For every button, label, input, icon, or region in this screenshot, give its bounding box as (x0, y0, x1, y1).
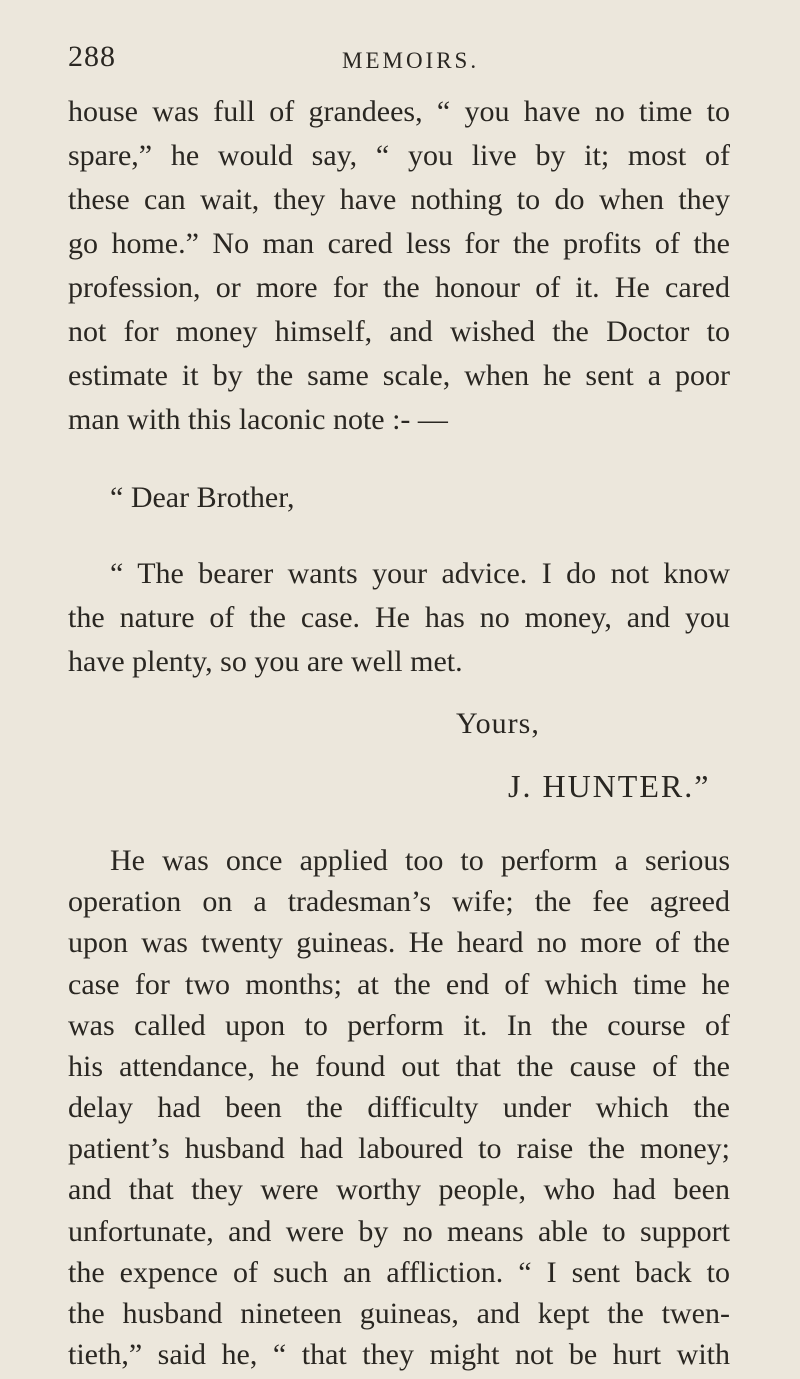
text-line: spare,” he would say, “ you live by it; most of (68, 139, 730, 172)
text-line: upon was twenty guineas. He heard no more of the (68, 926, 730, 960)
letter-line: have plenty, so you are well met. (68, 645, 463, 678)
running-title: MEMOIRS. (342, 48, 480, 73)
text-line: case for two months; at the end of which time he (68, 967, 730, 1001)
text-line: these can wait, they have nothing to do when they (68, 183, 730, 216)
text-line: the expence of such an affliction. “ I sent back to (68, 1255, 730, 1289)
text-line: was called upon to perform it. In the course of (68, 1008, 730, 1042)
letter-line: “ The bearer wants your advice. I do not know (110, 557, 730, 590)
text-line: house was full of grandees, “ you have no time to (68, 95, 730, 128)
text-line: not for money himself, and wished the Doctor to (68, 315, 730, 348)
letter-signature: J. HUNTER.” (508, 768, 711, 804)
text-line: tieth,” said he, “ that they might not be hurt with (68, 1338, 730, 1371)
text-line: estimate it by the same scale, when he sent a poor (68, 359, 730, 392)
text-line: man with this laconic note :- — (68, 403, 448, 436)
text-line: He was once applied too to perform a serious (110, 844, 730, 878)
letter-closing: Yours, (456, 707, 540, 740)
text-line: patient’s husband had laboured to raise the money; (68, 1132, 730, 1166)
text-line: unfortunate, and were by no means able to support (68, 1214, 730, 1248)
text-line: the husband nineteen guineas, and kept the twen- (68, 1296, 730, 1330)
text-line: delay had been the difficulty under which the (68, 1091, 730, 1125)
letter-salutation: “ Dear Brother, (110, 481, 295, 514)
text-line: and that they were worthy people, who had been (68, 1173, 730, 1207)
letter-line: the nature of the case. He has no money, and you (68, 601, 730, 634)
text-line: operation on a tradesman’s wife; the fee agreed (68, 885, 730, 919)
text-line: his attendance, he found out that the cause of the (68, 1049, 730, 1083)
text-line: profession, or more for the honour of it. He cared (68, 271, 730, 304)
text-line: go home.” No man cared less for the profits of the (68, 227, 730, 260)
page-number: 288 (68, 40, 116, 73)
running-head (68, 40, 728, 80)
